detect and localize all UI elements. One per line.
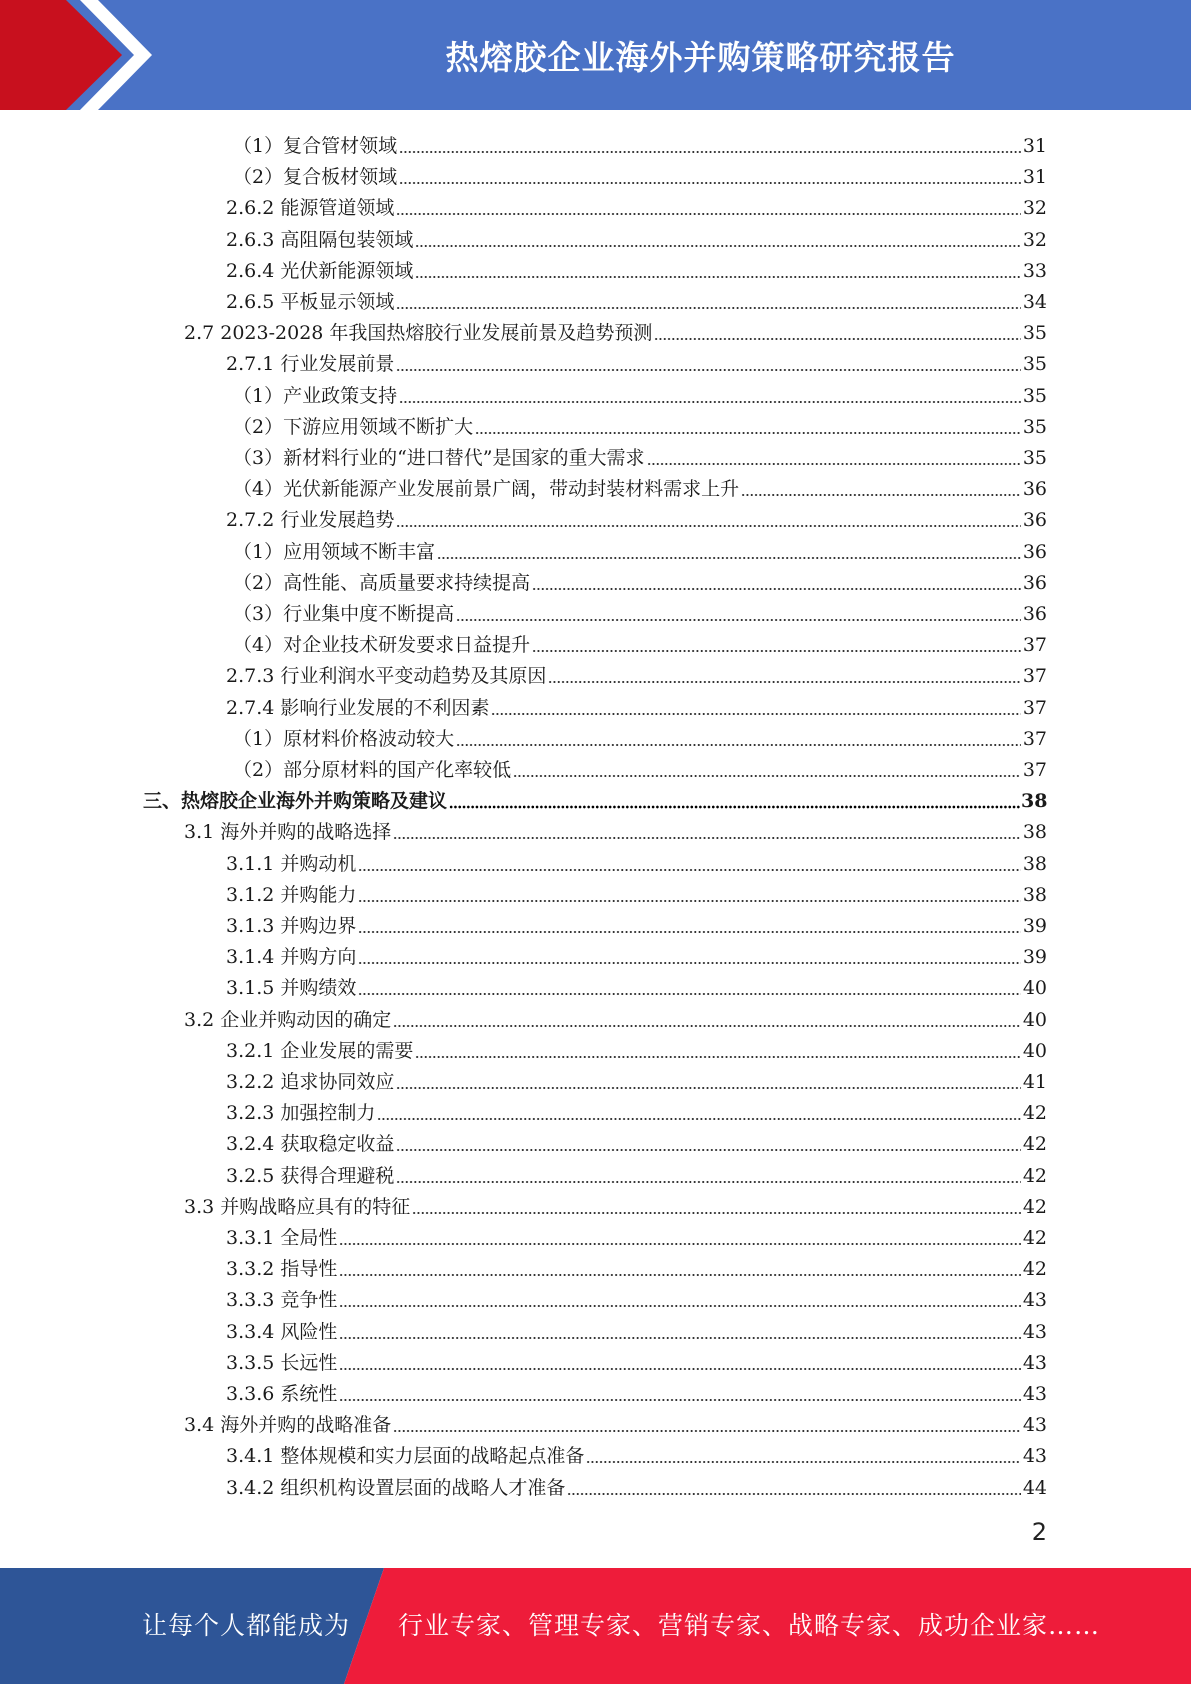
page-footer — [0, 1568, 1191, 1684]
toc-entry-label: 3.2.5 获得合理避税 — [226, 1164, 395, 1187]
toc-entry-label: 3.2 企业并购动因的确定 — [184, 1008, 392, 1031]
toc-entry-label: （1）应用领域不断丰富 — [233, 540, 436, 563]
toc-dot-leader — [491, 698, 1021, 716]
toc-entry[interactable] — [0, 657, 1047, 688]
footer-slogan-left: 让每个人都能成为 — [142, 1611, 351, 1640]
toc-entry-label: 3.2.2 追求协同效应 — [226, 1071, 395, 1093]
toc-entry-page: 43 — [1022, 1445, 1047, 1468]
toc-dot-leader — [399, 167, 1021, 185]
header-arrow-icon — [0, 0, 160, 110]
toc-entry-label: 2.7.4 影响行业发展的不利因素 — [226, 696, 490, 719]
toc-entry-page: 37 — [1022, 727, 1047, 750]
footer-slogan-right: 行业专家、管理专家、营销专家、战略专家、成功企业家…… — [398, 1611, 1101, 1640]
toc-entry[interactable] — [0, 1094, 1047, 1125]
toc-dot-leader — [399, 136, 1021, 154]
toc-entry-label: 3.4.1 整体规模和实力层面的战略起点准备 — [226, 1445, 585, 1468]
toc-entry-page: 32 — [1022, 197, 1047, 220]
toc-dot-leader — [396, 198, 1021, 216]
report-title: 热熔胶企业海外并购策略研究报告 — [445, 37, 956, 77]
toc-dot-leader — [396, 510, 1021, 528]
toc-dot-leader — [396, 1072, 1021, 1090]
toc-entry-label: 2.6.3 高阻隔包装领域 — [226, 228, 414, 251]
toc-entry-label: 2.6.4 光伏新能源领域 — [226, 259, 414, 282]
toc-entry-page: 37 — [1022, 634, 1047, 657]
toc-entry-label: （2）复合板材领域 — [233, 166, 398, 189]
toc-entry-label: 3.2.4 获取稳定收益 — [226, 1133, 395, 1156]
toc-entry[interactable] — [0, 938, 1047, 969]
toc-entry-page: 42 — [1022, 1133, 1047, 1156]
toc-entry[interactable] — [0, 813, 1047, 844]
toc-entry-page: 35 — [1022, 415, 1047, 438]
toc-entry-page: 43 — [1022, 1414, 1047, 1437]
toc-dot-leader — [396, 1134, 1021, 1152]
toc-entry-page: 42 — [1022, 1102, 1047, 1125]
toc-entry-label: （4）对企业技术研发要求日益提升 — [233, 634, 531, 657]
toc-dot-leader — [339, 1384, 1021, 1402]
toc-entry-label: 3.3.1 全局性 — [226, 1227, 338, 1249]
toc-entry[interactable] — [0, 221, 1047, 252]
toc-entry-label: （4）光伏新能源产业发展前景广阔，带动封装材料需求上升 — [233, 478, 740, 501]
toc-dot-leader — [358, 978, 1021, 996]
toc-entry-label: 3.1.3 并购边界 — [226, 915, 357, 937]
toc-entry[interactable] — [0, 1219, 1047, 1250]
toc-entry[interactable] — [0, 127, 1047, 158]
toc-entry[interactable] — [0, 345, 1047, 376]
toc-entry[interactable] — [0, 501, 1047, 532]
toc-entry-label: 3.3.5 长远性 — [226, 1351, 338, 1374]
toc-entry-page: 36 — [1022, 478, 1047, 501]
toc-entry[interactable] — [0, 1001, 1047, 1032]
toc-entry[interactable] — [0, 1063, 1047, 1094]
toc-dot-leader — [586, 1446, 1021, 1464]
toc-entry-label: 3.1 海外并购的战略选择 — [184, 821, 392, 844]
toc-dot-leader — [415, 261, 1021, 279]
toc-entry-label: 3.4.2 组织机构设置层面的战略人才准备 — [226, 1476, 566, 1499]
toc-entry-page: 43 — [1022, 1289, 1047, 1312]
toc-entry[interactable] — [0, 626, 1047, 657]
toc-entry-page: 43 — [1022, 1351, 1047, 1374]
toc-entry-label: 3.1.1 并购动机 — [226, 852, 357, 875]
toc-entry-page: 35 — [1022, 447, 1047, 469]
toc-dot-leader — [396, 292, 1021, 310]
toc-entry-page: 31 — [1022, 135, 1047, 157]
toc-entry-page: 31 — [1022, 166, 1047, 189]
toc-entry-label: 3.1.2 并购能力 — [226, 883, 357, 906]
toc-entry-page: 36 — [1022, 509, 1047, 532]
toc-entry-page: 37 — [1022, 665, 1047, 688]
toc-entry[interactable] — [0, 1406, 1047, 1437]
toc-entry-page: 37 — [1022, 759, 1047, 781]
toc-dot-leader — [396, 1166, 1021, 1184]
page-header — [0, 0, 1191, 110]
toc-entry-page: 39 — [1022, 946, 1047, 969]
toc-entry-page: 40 — [1022, 1039, 1047, 1062]
toc-entry[interactable] — [0, 1469, 1047, 1500]
toc-entry[interactable] — [0, 720, 1047, 751]
toc-entry[interactable] — [0, 470, 1047, 501]
toc-entry-label: 3.4 海外并购的战略准备 — [184, 1414, 392, 1437]
toc-dot-leader — [647, 448, 1021, 466]
toc-entry[interactable] — [0, 1437, 1047, 1468]
toc-dot-leader — [358, 854, 1021, 872]
toc-entry-page: 35 — [1022, 384, 1047, 407]
toc-entry[interactable] — [0, 969, 1047, 1000]
toc-dot-leader — [393, 1010, 1021, 1028]
toc-entry[interactable] — [0, 252, 1047, 283]
toc-entry-label: （3）行业集中度不断提高 — [233, 603, 455, 625]
toc-entry[interactable] — [0, 1344, 1047, 1375]
toc-entry-label: 3.3.6 系统性 — [226, 1383, 338, 1405]
toc-entry[interactable] — [0, 1281, 1047, 1312]
toc-entry-page: 41 — [1022, 1071, 1047, 1093]
toc-entry-label: 3.2.1 企业发展的需要 — [226, 1039, 414, 1062]
toc-entry[interactable] — [0, 189, 1047, 220]
toc-dot-leader — [654, 323, 1021, 341]
toc-dot-leader — [358, 916, 1021, 934]
toc-entry-page: 38 — [1022, 821, 1047, 844]
toc-entry-page: 44 — [1022, 1476, 1047, 1499]
toc-entry-page: 38 — [1022, 852, 1047, 875]
toc-entry-label: 3.1.5 并购绩效 — [226, 977, 357, 1000]
toc-entry-page: 42 — [1022, 1195, 1047, 1218]
toc-entry[interactable] — [0, 408, 1047, 439]
toc-dot-leader — [339, 1353, 1021, 1371]
toc-entry-label: 3.3.3 竞争性 — [226, 1289, 338, 1312]
toc-entry-label: 三、热熔胶企业海外并购策略及建议 — [143, 790, 448, 813]
toc-dot-leader — [339, 1290, 1021, 1308]
toc-entry[interactable] — [0, 314, 1047, 345]
toc-entry-label: （1）复合管材领域 — [233, 135, 398, 157]
toc-entry-label: 3.2.3 加强控制力 — [226, 1102, 376, 1125]
toc-dot-leader — [437, 542, 1021, 560]
toc-entry-label: （1）产业政策支持 — [233, 384, 398, 407]
toc-dot-leader — [415, 1041, 1021, 1059]
toc-entry-label: （2）下游应用领域不断扩大 — [233, 415, 474, 438]
toc-entry-label: （2）部分原材料的国产化率较低 — [233, 759, 512, 781]
toc-entry[interactable] — [0, 689, 1047, 720]
toc-entry-label: 3.3.2 指导性 — [226, 1258, 338, 1281]
toc-entry-page: 42 — [1022, 1258, 1047, 1281]
toc-dot-leader — [396, 354, 1021, 372]
toc-dot-leader — [449, 791, 1021, 809]
toc-entry-label: （1）原材料价格波动较大 — [233, 727, 455, 750]
toc-entry-page: 38 — [1021, 790, 1048, 813]
toc-entry[interactable] — [0, 377, 1047, 408]
toc-entry[interactable] — [0, 1313, 1047, 1344]
toc-dot-leader — [412, 1197, 1021, 1215]
toc-entry-label: 2.7.1 行业发展前景 — [226, 353, 395, 376]
toc-entry-label: 2.7.2 行业发展趋势 — [226, 509, 395, 532]
toc-dot-leader — [456, 729, 1021, 747]
toc-entry-page: 34 — [1022, 291, 1047, 313]
toc-entry-page: 38 — [1022, 883, 1047, 906]
toc-entry[interactable] — [0, 439, 1047, 470]
toc-entry[interactable] — [0, 158, 1047, 189]
toc-entry[interactable] — [0, 595, 1047, 626]
toc-entry[interactable] — [0, 751, 1047, 782]
toc-entry-page: 35 — [1022, 353, 1047, 376]
toc-entry-page: 36 — [1022, 603, 1047, 625]
toc-dot-leader — [339, 1322, 1021, 1340]
toc-dot-leader — [456, 604, 1021, 622]
toc-entry-page: 37 — [1022, 696, 1047, 719]
toc-dot-leader — [339, 1228, 1021, 1246]
toc-entry[interactable] — [0, 1188, 1047, 1219]
toc-entry-page: 42 — [1022, 1164, 1047, 1187]
toc-entry[interactable] — [0, 782, 1047, 813]
toc-entry[interactable] — [0, 1250, 1047, 1281]
toc-entry-page: 43 — [1022, 1383, 1047, 1405]
toc-entry-label: 3.3 并购战略应具有的特征 — [184, 1195, 411, 1218]
toc-entry[interactable] — [0, 564, 1047, 595]
toc-entry-label: 2.6.5 平板显示领域 — [226, 291, 395, 313]
toc-entry[interactable] — [0, 533, 1047, 564]
toc-dot-leader — [475, 417, 1021, 435]
toc-entry-label: 3.3.4 风险性 — [226, 1320, 338, 1343]
toc-entry-page: 36 — [1022, 540, 1047, 563]
page-number: 2 — [1031, 1518, 1047, 1546]
toc-entry-label: 3.1.4 并购方向 — [226, 946, 357, 969]
toc-dot-leader — [532, 573, 1021, 591]
toc-entry-page: 42 — [1022, 1227, 1047, 1249]
toc-dot-leader — [415, 230, 1021, 248]
toc-entry[interactable] — [0, 845, 1047, 876]
toc-entry-label: 2.6.2 能源管道领域 — [226, 197, 395, 220]
toc-dot-leader — [532, 635, 1021, 653]
toc-dot-leader — [339, 1259, 1021, 1277]
toc-entry-label: 2.7.3 行业利润水平变动趋势及其原因 — [226, 665, 547, 688]
toc-dot-leader — [393, 1415, 1021, 1433]
toc-entry[interactable] — [0, 1375, 1047, 1406]
toc-entry-label: 2.7 2023-2028 年我国热熔胶行业发展前景及趋势预测 — [184, 322, 653, 345]
toc-dot-leader — [377, 1103, 1021, 1121]
toc-entry[interactable] — [0, 907, 1047, 938]
toc-dot-leader — [393, 822, 1021, 840]
toc-entry[interactable] — [0, 1032, 1047, 1063]
toc-entry[interactable] — [0, 283, 1047, 314]
toc-entry-label: （2）高性能、高质量要求持续提高 — [233, 571, 531, 594]
toc-entry-page: 43 — [1022, 1320, 1047, 1343]
toc-dot-leader — [567, 1478, 1021, 1496]
toc-dot-leader — [741, 479, 1021, 497]
toc-dot-leader — [548, 666, 1021, 684]
toc-entry-page: 36 — [1022, 571, 1047, 594]
toc-entry-page: 35 — [1022, 322, 1047, 345]
toc-entry-page: 40 — [1022, 977, 1047, 1000]
toc-entry-page: 32 — [1022, 228, 1047, 251]
toc-entry-label: （3）新材料行业的“进口替代”是国家的重大需求 — [233, 447, 645, 469]
toc-entry-page: 33 — [1022, 259, 1047, 282]
toc-dot-leader — [358, 885, 1021, 903]
toc-entry[interactable] — [0, 876, 1047, 907]
toc-entry[interactable] — [0, 1157, 1047, 1188]
toc-entry[interactable] — [0, 1125, 1047, 1156]
toc-entry-page: 39 — [1022, 915, 1047, 937]
toc-dot-leader — [399, 386, 1021, 404]
toc-dot-leader — [513, 760, 1021, 778]
toc-dot-leader — [358, 947, 1021, 965]
toc-entry-page: 40 — [1022, 1008, 1047, 1031]
